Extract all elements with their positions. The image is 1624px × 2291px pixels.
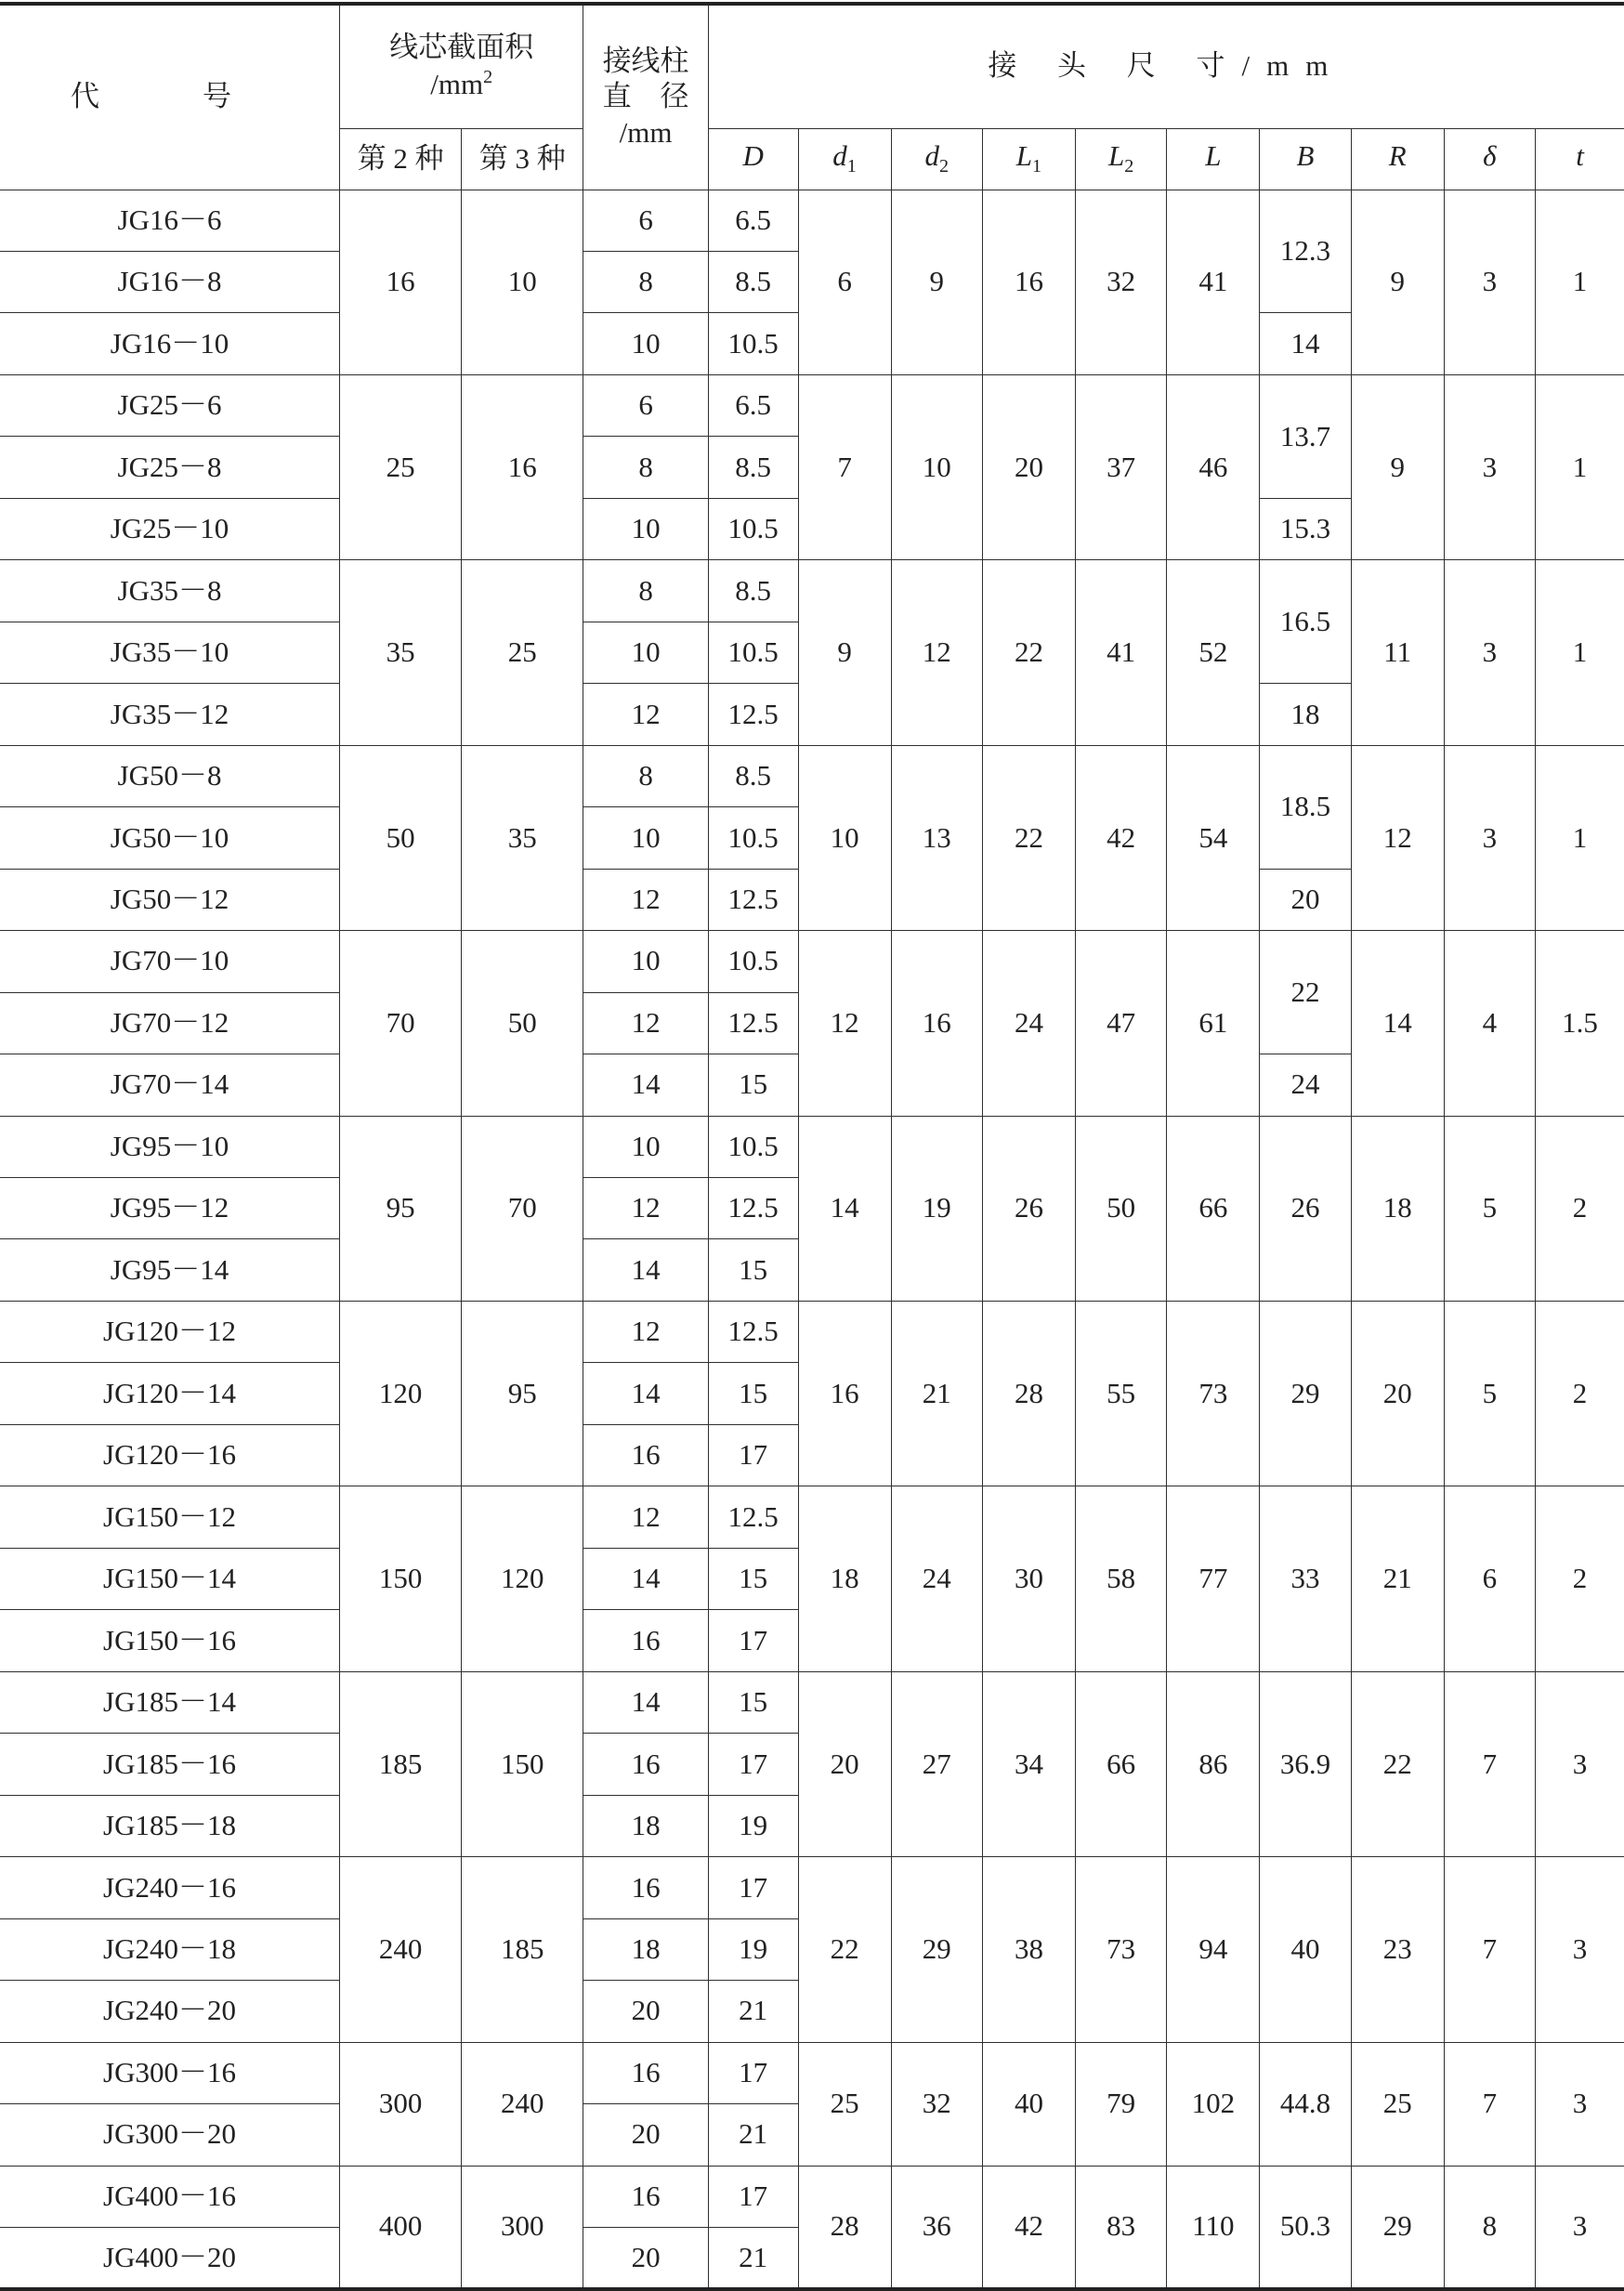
cell-L: 61 — [1167, 931, 1260, 1116]
cell-B: 44.8 — [1260, 2042, 1351, 2166]
cell-D: 21 — [708, 1981, 798, 2042]
cell-L1: 30 — [982, 1486, 1075, 1671]
cell-D: 15 — [708, 1671, 798, 1733]
cell-D: 19 — [708, 1795, 798, 1856]
cell-R: 21 — [1351, 1486, 1444, 1671]
cell-d2: 27 — [891, 1671, 982, 1856]
cell-d2: 13 — [891, 745, 982, 930]
cell-D: 19 — [708, 1918, 798, 1980]
header-col-L2: $L_2$ — [1075, 128, 1166, 190]
cell-t: 2 — [1536, 1116, 1624, 1301]
header-col-d2: $d_2$ — [891, 128, 982, 190]
cell-delta: 4 — [1444, 931, 1535, 1116]
table-header — [0, 4, 1624, 190]
cell-L1: 16 — [982, 190, 1075, 374]
header-joint-dims: 接 头 尺 寸/mm — [708, 4, 1624, 128]
cell-L: 73 — [1167, 1301, 1260, 1486]
cell-L2: 42 — [1075, 745, 1166, 930]
cell-post-diameter: 16 — [583, 2042, 708, 2103]
cell-R: 11 — [1351, 560, 1444, 745]
cell-code: JG95－14 — [0, 1239, 340, 1301]
cell-code: JG70－10 — [0, 931, 340, 992]
cell-code: JG150－12 — [0, 1486, 340, 1548]
cell-D: 12.5 — [708, 684, 798, 745]
cell-post-diameter: 10 — [583, 931, 708, 992]
table-row — [0, 190, 1624, 251]
cell-R: 25 — [1351, 2042, 1444, 2166]
cell-R: 20 — [1351, 1301, 1444, 1486]
cell-delta: 7 — [1444, 1671, 1535, 1856]
header-post-diameter: 接线柱 直 径 /mm — [583, 4, 708, 190]
cell-D: 17 — [708, 1424, 798, 1486]
cell-D: 8.5 — [708, 745, 798, 806]
cell-R: 22 — [1351, 1671, 1444, 1856]
cell-post-diameter: 12 — [583, 869, 708, 930]
cell-code: JG400－20 — [0, 2227, 340, 2288]
cell-post-diameter: 10 — [583, 622, 708, 683]
table-row — [0, 931, 1624, 992]
cell-L1: 28 — [982, 1301, 1075, 1486]
cell-area-kind3: 70 — [462, 1116, 583, 1301]
cell-L1: 38 — [982, 1857, 1075, 2042]
cell-d2: 21 — [891, 1301, 982, 1486]
cell-D: 6.5 — [708, 190, 798, 251]
cell-L1: 34 — [982, 1671, 1075, 1856]
cell-d1: 16 — [798, 1301, 891, 1486]
header-col-D: D — [708, 128, 798, 190]
table-body — [0, 190, 1624, 2289]
cell-code: JG16－8 — [0, 251, 340, 312]
cell-d2: 19 — [891, 1116, 982, 1301]
cell-delta: 5 — [1444, 1116, 1535, 1301]
cell-L1: 22 — [982, 745, 1075, 930]
cell-post-diameter: 12 — [583, 1301, 708, 1362]
cell-D: 12.5 — [708, 1301, 798, 1362]
cell-code: JG70－12 — [0, 992, 340, 1054]
cell-L: 110 — [1167, 2166, 1260, 2289]
cell-L2: 58 — [1075, 1486, 1166, 1671]
cell-D: 17 — [708, 2042, 798, 2103]
table-row — [0, 1486, 1624, 1548]
header-kind2: 第 2 种 — [340, 128, 462, 190]
cell-L2: 83 — [1075, 2166, 1166, 2289]
cell-area-kind2: 185 — [340, 1671, 462, 1856]
cell-code: JG240－18 — [0, 1918, 340, 1980]
cell-d2: 24 — [891, 1486, 982, 1671]
cell-d1: 25 — [798, 2042, 891, 2166]
cell-area-kind3: 240 — [462, 2042, 583, 2166]
cell-D: 8.5 — [708, 560, 798, 622]
cell-delta: 6 — [1444, 1486, 1535, 1671]
cell-R: 12 — [1351, 745, 1444, 930]
cell-code: JG50－10 — [0, 807, 340, 869]
cell-code: JG16－6 — [0, 190, 340, 251]
cell-post-diameter: 18 — [583, 1918, 708, 1980]
cell-t: 3 — [1536, 1857, 1624, 2042]
cell-area-kind2: 35 — [340, 560, 462, 745]
cell-D: 17 — [708, 1857, 798, 1918]
cell-d2: 29 — [891, 1857, 982, 2042]
cell-D: 21 — [708, 2104, 798, 2166]
cell-d1: 10 — [798, 745, 891, 930]
header-col-R: R — [1351, 128, 1444, 190]
cell-D: 21 — [708, 2227, 798, 2288]
header-area-label: 线芯截面积 — [389, 31, 534, 64]
cell-post-diameter: 10 — [583, 807, 708, 869]
cell-D: 10.5 — [708, 1116, 798, 1177]
cell-B: 18 — [1260, 684, 1351, 745]
cell-D: 17 — [708, 1734, 798, 1795]
cell-area-kind3: 16 — [462, 374, 583, 559]
cell-area-kind3: 25 — [462, 560, 583, 745]
cell-L1: 22 — [982, 560, 1075, 745]
cell-L2: 32 — [1075, 190, 1166, 374]
cell-L1: 20 — [982, 374, 1075, 559]
cell-R: 29 — [1351, 2166, 1444, 2289]
cell-post-diameter: 14 — [583, 1363, 708, 1424]
cell-delta: 7 — [1444, 2042, 1535, 2166]
cell-code: JG240－16 — [0, 1857, 340, 1918]
cell-d1: 12 — [798, 931, 891, 1116]
table-row — [0, 1857, 1624, 1918]
cell-code: JG50－12 — [0, 869, 340, 930]
header-col-B: B — [1260, 128, 1351, 190]
cell-delta: 3 — [1444, 190, 1535, 374]
cell-code: JG150－14 — [0, 1548, 340, 1609]
cell-post-diameter: 8 — [583, 437, 708, 498]
cell-code: JG185－16 — [0, 1734, 340, 1795]
cell-t: 3 — [1536, 1671, 1624, 1856]
table-row — [0, 745, 1624, 806]
cell-d1: 22 — [798, 1857, 891, 2042]
cell-post-diameter: 8 — [583, 251, 708, 312]
cell-post-diameter: 10 — [583, 313, 708, 374]
cell-D: 8.5 — [708, 437, 798, 498]
cell-post-diameter: 18 — [583, 1795, 708, 1856]
header-col-delta: δ — [1444, 128, 1535, 190]
header-area — [340, 4, 583, 128]
cell-L2: 66 — [1075, 1671, 1166, 1856]
cell-area-kind2: 150 — [340, 1486, 462, 1671]
cell-area-kind2: 240 — [340, 1857, 462, 2042]
cell-d1: 14 — [798, 1116, 891, 1301]
cell-D: 10.5 — [708, 931, 798, 992]
cell-code: JG70－14 — [0, 1054, 340, 1116]
cell-area-kind3: 120 — [462, 1486, 583, 1671]
cell-B: 50.3 — [1260, 2166, 1351, 2289]
cell-area-kind3: 150 — [462, 1671, 583, 1856]
cell-code: JG300－16 — [0, 2042, 340, 2103]
cell-t: 1 — [1536, 745, 1624, 930]
cell-L2: 73 — [1075, 1857, 1166, 2042]
cell-R: 23 — [1351, 1857, 1444, 2042]
cell-delta: 7 — [1444, 1857, 1535, 2042]
cell-code: JG300－20 — [0, 2104, 340, 2166]
table-row — [0, 1671, 1624, 1733]
cell-B: 15.3 — [1260, 498, 1351, 559]
cell-D: 15 — [708, 1363, 798, 1424]
cell-t: 1 — [1536, 374, 1624, 559]
table-row — [0, 1116, 1624, 1177]
header-col-d1: $d_1$ — [798, 128, 891, 190]
cell-code: JG25－6 — [0, 374, 340, 436]
cell-code: JG35－10 — [0, 622, 340, 683]
cell-L2: 41 — [1075, 560, 1166, 745]
cell-d1: 28 — [798, 2166, 891, 2289]
cell-post-diameter: 20 — [583, 2227, 708, 2288]
cell-code: JG25－8 — [0, 437, 340, 498]
cell-L: 52 — [1167, 560, 1260, 745]
cell-code: JG400－16 — [0, 2166, 340, 2227]
cell-post-diameter: 6 — [583, 190, 708, 251]
cell-d1: 6 — [798, 190, 891, 374]
cell-code: JG185－18 — [0, 1795, 340, 1856]
header-code: 代 号 — [0, 4, 340, 190]
cell-D: 10.5 — [708, 498, 798, 559]
cell-d1: 18 — [798, 1486, 891, 1671]
header-col-t: t — [1536, 128, 1624, 190]
cell-area-kind2: 25 — [340, 374, 462, 559]
cell-L: 94 — [1167, 1857, 1260, 2042]
cell-t: 2 — [1536, 1301, 1624, 1486]
cell-d1: 20 — [798, 1671, 891, 1856]
cell-code: JG35－12 — [0, 684, 340, 745]
cell-post-diameter: 12 — [583, 992, 708, 1054]
cell-d2: 36 — [891, 2166, 982, 2289]
cell-area-kind3: 300 — [462, 2166, 583, 2289]
cell-B: 22 — [1260, 931, 1351, 1054]
cell-post-diameter: 12 — [583, 1178, 708, 1239]
cell-L2: 50 — [1075, 1116, 1166, 1301]
cell-post-diameter: 20 — [583, 1981, 708, 2042]
cell-delta: 8 — [1444, 2166, 1535, 2289]
cell-area-kind2: 400 — [340, 2166, 462, 2289]
cell-B: 40 — [1260, 1857, 1351, 2042]
cell-area-kind2: 50 — [340, 745, 462, 930]
cell-post-diameter: 16 — [583, 2166, 708, 2227]
cell-L: 86 — [1167, 1671, 1260, 1856]
cell-area-kind3: 50 — [462, 931, 583, 1116]
cell-post-diameter: 14 — [583, 1054, 708, 1116]
cell-d2: 10 — [891, 374, 982, 559]
cell-D: 6.5 — [708, 374, 798, 436]
cell-L1: 42 — [982, 2166, 1075, 2289]
cell-area-kind2: 120 — [340, 1301, 462, 1486]
cell-L: 77 — [1167, 1486, 1260, 1671]
cell-R: 9 — [1351, 190, 1444, 374]
cell-L: 46 — [1167, 374, 1260, 559]
cell-post-diameter: 10 — [583, 1116, 708, 1177]
cell-D: 12.5 — [708, 869, 798, 930]
cell-post-diameter: 8 — [583, 560, 708, 622]
cell-code: JG240－20 — [0, 1981, 340, 2042]
cell-R: 18 — [1351, 1116, 1444, 1301]
cell-post-diameter: 16 — [583, 1424, 708, 1486]
cell-post-diameter: 16 — [583, 1610, 708, 1671]
cell-L1: 26 — [982, 1116, 1075, 1301]
cell-t: 1 — [1536, 190, 1624, 374]
cell-delta: 5 — [1444, 1301, 1535, 1486]
cell-code: JG120－14 — [0, 1363, 340, 1424]
cell-L: 54 — [1167, 745, 1260, 930]
cell-code: JG35－8 — [0, 560, 340, 622]
header-area-unit: $/mm^2$ — [430, 67, 493, 101]
cell-post-diameter: 16 — [583, 1734, 708, 1795]
cell-B: 13.7 — [1260, 374, 1351, 498]
cell-code: JG150－16 — [0, 1610, 340, 1671]
cell-code: JG25－10 — [0, 498, 340, 559]
cell-D: 15 — [708, 1239, 798, 1301]
cell-D: 10.5 — [708, 622, 798, 683]
cell-delta: 3 — [1444, 745, 1535, 930]
cell-D: 10.5 — [708, 807, 798, 869]
cell-t: 1.5 — [1536, 931, 1624, 1116]
cell-code: JG95－10 — [0, 1116, 340, 1177]
cell-t: 3 — [1536, 2042, 1624, 2166]
cell-area-kind3: 10 — [462, 190, 583, 374]
cell-d1: 9 — [798, 560, 891, 745]
cell-B: 20 — [1260, 869, 1351, 930]
cell-post-diameter: 10 — [583, 498, 708, 559]
cell-B: 16.5 — [1260, 560, 1351, 684]
table-row — [0, 560, 1624, 622]
cell-delta: 3 — [1444, 560, 1535, 745]
cell-D: 12.5 — [708, 1178, 798, 1239]
cell-delta: 3 — [1444, 374, 1535, 559]
cell-area-kind3: 95 — [462, 1301, 583, 1486]
cell-B: 33 — [1260, 1486, 1351, 1671]
cell-B: 26 — [1260, 1116, 1351, 1301]
header-col-L1: $L_1$ — [982, 128, 1075, 190]
cell-B: 24 — [1260, 1054, 1351, 1116]
cell-t: 1 — [1536, 560, 1624, 745]
cell-L1: 24 — [982, 931, 1075, 1116]
cell-B: 36.9 — [1260, 1671, 1351, 1856]
cell-L: 102 — [1167, 2042, 1260, 2166]
cell-t: 3 — [1536, 2166, 1624, 2289]
table-row — [0, 374, 1624, 436]
cell-area-kind3: 185 — [462, 1857, 583, 2042]
cell-d2: 16 — [891, 931, 982, 1116]
cell-post-diameter: 16 — [583, 1857, 708, 1918]
cell-L: 41 — [1167, 190, 1260, 374]
cell-post-diameter: 12 — [583, 684, 708, 745]
cell-D: 17 — [708, 2166, 798, 2227]
cell-L2: 79 — [1075, 2042, 1166, 2166]
cell-R: 14 — [1351, 931, 1444, 1116]
cell-post-diameter: 6 — [583, 374, 708, 436]
cell-d2: 9 — [891, 190, 982, 374]
cell-post-diameter: 14 — [583, 1671, 708, 1733]
cell-post-diameter: 14 — [583, 1548, 708, 1609]
cell-post-diameter: 14 — [583, 1239, 708, 1301]
header-col-L: L — [1167, 128, 1260, 190]
cell-post-diameter: 12 — [583, 1486, 708, 1548]
cell-code: JG16－10 — [0, 313, 340, 374]
cell-R: 9 — [1351, 374, 1444, 559]
table-row — [0, 2042, 1624, 2103]
header-kind3: 第 3 种 — [462, 128, 583, 190]
cell-area-kind3: 35 — [462, 745, 583, 930]
cell-code: JG120－16 — [0, 1424, 340, 1486]
cell-code: JG120－12 — [0, 1301, 340, 1362]
cell-area-kind2: 300 — [340, 2042, 462, 2166]
table-row — [0, 1301, 1624, 1362]
cell-D: 10.5 — [708, 313, 798, 374]
cell-D: 15 — [708, 1548, 798, 1609]
cell-code: JG95－12 — [0, 1178, 340, 1239]
terminal-spec-table — [0, 2, 1624, 2291]
cell-d2: 32 — [891, 2042, 982, 2166]
cell-area-kind2: 16 — [340, 190, 462, 374]
cell-L1: 40 — [982, 2042, 1075, 2166]
cell-D: 15 — [708, 1054, 798, 1116]
cell-D: 12.5 — [708, 992, 798, 1054]
cell-post-diameter: 8 — [583, 745, 708, 806]
cell-area-kind2: 70 — [340, 931, 462, 1116]
cell-D: 12.5 — [708, 1486, 798, 1548]
cell-D: 8.5 — [708, 251, 798, 312]
cell-d2: 12 — [891, 560, 982, 745]
cell-t: 2 — [1536, 1486, 1624, 1671]
cell-L2: 55 — [1075, 1301, 1166, 1486]
cell-L2: 47 — [1075, 931, 1166, 1116]
cell-code: JG185－14 — [0, 1671, 340, 1733]
cell-B: 18.5 — [1260, 745, 1351, 869]
cell-d1: 7 — [798, 374, 891, 559]
cell-L: 66 — [1167, 1116, 1260, 1301]
cell-post-diameter: 20 — [583, 2104, 708, 2166]
cell-B: 29 — [1260, 1301, 1351, 1486]
cell-D: 17 — [708, 1610, 798, 1671]
cell-B: 14 — [1260, 313, 1351, 374]
table-row — [0, 2166, 1624, 2227]
cell-code: JG50－8 — [0, 745, 340, 806]
cell-area-kind2: 95 — [340, 1116, 462, 1301]
cell-B: 12.3 — [1260, 190, 1351, 313]
cell-L2: 37 — [1075, 374, 1166, 559]
